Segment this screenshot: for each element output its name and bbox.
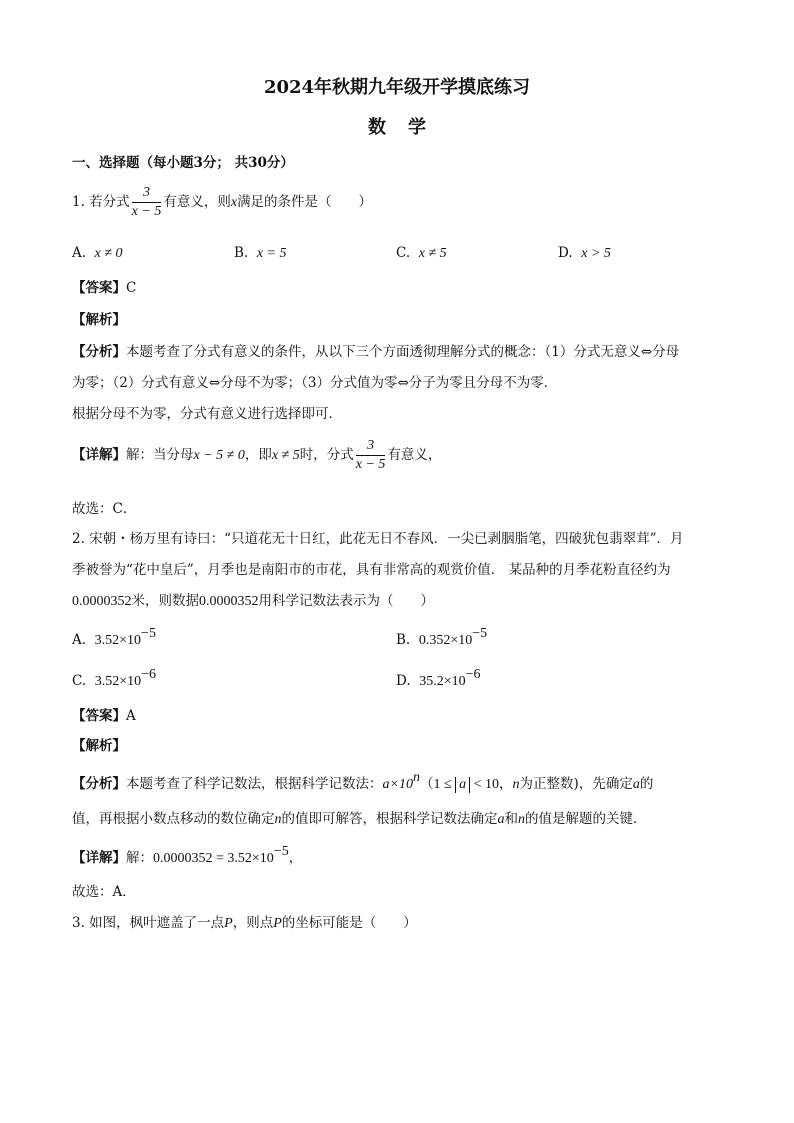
q1-middle: 有意义，则 [163,194,231,210]
q2-fx2-n: n [274,812,282,827]
q2-line2: 季被誉为“花中皇后”，月季也是南阳市的市花，具有非常高的观赏价值． 某品种的月季花粉直径约为 [72,562,671,578]
q2-option-c-base: 3.52×10 [94,674,142,689]
q2-fx2-c: 和 [504,811,518,827]
q1-xj-d: 有意义， [387,447,442,463]
q3-a: 3. 如图，枫叶遮盖了一点 [72,915,225,931]
q2-option-b-exp: −5 [472,626,488,641]
q2-option-b-base: 0.352×10 [418,633,473,648]
q1-fenxi-text1: 本题考查了分式有意义的条件，从以下三个方面透彻理解分式的概念：（1）分式无意义⇔分母 [126,344,680,360]
q1-option-c-label: C. [396,245,411,261]
q2-l3-a: 米，则数据 [131,593,199,609]
q1-analysis-label: 【解析】 [72,312,126,328]
q2-fx2-b: 的值即可解答，根据科学记数法确定 [281,811,498,827]
q2-xj-math: 0.0000352 = 3.52×10 [153,851,274,866]
subject-title: 数学 [368,117,448,138]
q3-c: 的坐标可能是（ ） [281,915,417,931]
q1-guxuan: 故选：C． [72,501,137,517]
q1-option-d-label: D. [558,245,573,261]
q2-fenxi-label: 【分析】 [72,776,126,792]
q1-frac-den: x − 5 [131,204,162,219]
q2-fx-a2: a [632,777,640,792]
q2-option-c-label: C. [72,673,87,689]
q1-answer-label: 【答案】 [72,280,126,296]
q2-l3-b: 用科学记数法表示为（ ） [258,593,434,609]
q2-fx-math-exp: n [412,770,420,785]
q3-p1: P [224,916,233,931]
q2-option-d [396,667,481,690]
document-title: 2024年秋期九年级开学摸底练习 [263,77,531,98]
q1-frac-num: 3 [132,184,162,203]
q1-answer [72,276,136,296]
q2-option-a [72,626,156,649]
q2-fx-n: n [512,777,520,792]
q1-xj-math2: x ≠ 5 [271,448,300,463]
q2-fenxi-line2 [72,807,647,828]
q1-option-c-text: x ≠ 5 [418,246,447,261]
q1-xiangjie-label: 【详解】 [72,447,126,463]
q2-l3-num1: 0.0000352 [72,594,132,609]
q2-option-d-exp: −6 [465,667,481,682]
q2-option-a-exp: −5 [141,626,156,641]
q2-option-b [396,626,487,649]
q1-option-a-text: x ≠ 0 [94,246,123,261]
q1-fraction [132,184,162,221]
q1-var: x [230,195,238,210]
q2-answer-label: 【答案】 [72,708,126,724]
section-heading: 一、选择题（每小题3分； 共30分） [72,155,294,171]
q2-option-d-base: 35.2×10 [419,674,466,689]
q2-fx-math: a×10 [382,777,413,792]
q2-fx-comma: ， [499,776,513,792]
q2-fx-paren: （ [419,776,434,792]
q2-fx2-a2: a [497,812,505,827]
q2-line1: 2. 宋朝・杨万里有诗曰：“只道花无十日红，此花无日不春风．一尖已剥胭脂笔，四破犹包翡翠茸”．月 [72,531,684,547]
q2-fenxi-line1 [72,770,653,793]
q3-p2: P [273,916,282,931]
q1-xj-frac-num: 3 [356,437,386,456]
q2-option-d-label: D. [396,673,411,689]
q1-option-b-text: x = 5 [256,246,287,261]
q1-suffix: 满足的条件是（ ） [237,194,373,210]
q1-prefix: 1. 若分式 [72,194,130,210]
q1-option-d-text: x > 5 [581,246,611,261]
q2-analysis-label: 【解析】 [72,738,126,754]
q1-xj-c: 时，分式 [299,447,354,463]
q2-fx-range-b: < 10 [470,777,500,792]
question-3 [72,911,417,932]
q2-line3 [72,589,434,610]
q1-xj-frac-den: x − 5 [355,457,386,472]
q2-guxuan: 故选：A． [72,884,136,900]
q2-option-b-label: B. [396,632,411,648]
q2-xiangjie-label: 【详解】 [72,850,126,866]
q1-xj-b: ，即 [244,447,272,463]
q2-fx-b: 为正整数)，先确定 [519,776,633,792]
q2-answer [72,704,136,724]
q2-xj-b: ， [288,850,303,866]
q1-xiangjie [72,437,441,474]
q1-xj-math1: x − 5 ≠ 0 [193,448,245,463]
q2-xiangjie [72,844,302,867]
q2-xj-a: 解： [126,850,153,866]
q1-fenxi-line3: 根据分母不为零，分式有意义进行选择即可． [72,406,342,422]
q2-option-c [72,667,156,690]
q1-answer-value: C [126,280,137,296]
q2-fx2-n2: n [518,812,525,827]
q1-fenxi-line1 [72,340,679,360]
q1-xj-fraction [356,437,386,474]
q2-answer-value: A [126,708,136,724]
q2-l3-num2: 0.0000352 [199,594,259,609]
q1-option-b [234,245,286,262]
q2-fx-a: 本题考查了科学记数法，根据科学记数法： [126,776,383,792]
question-1 [72,184,372,221]
q1-option-a-label: A. [72,245,87,261]
q2-fx-range-a: 1 ≤ [433,777,456,792]
q1-option-b-label: B. [234,245,249,261]
q1-xj-a: 解：当分母 [126,447,194,463]
q1-fenxi-label: 【分析】 [72,344,126,360]
q2-option-a-base: 3.52×10 [94,633,142,648]
q1-fenxi-line2: 为零；（2）分式有意义⇔分母不为零；（3）分式值为零⇔分子为零且分母不为零． [72,375,558,391]
q3-b: ，则点 [232,915,274,931]
q2-fx2-d: 的值是解题的关键． [525,811,647,827]
q1-option-c [396,245,447,262]
q2-option-c-exp: −6 [141,667,157,682]
q2-option-a-label: A. [72,632,87,648]
q2-xj-exp: −5 [273,844,289,859]
q2-fx-c: 的 [639,776,654,792]
q2-fx2-a: 值，再根据小数点移动的数位确定 [72,811,275,827]
q1-option-d [558,245,611,262]
q1-option-a [72,245,123,262]
q2-fx-abs: a [455,777,470,793]
